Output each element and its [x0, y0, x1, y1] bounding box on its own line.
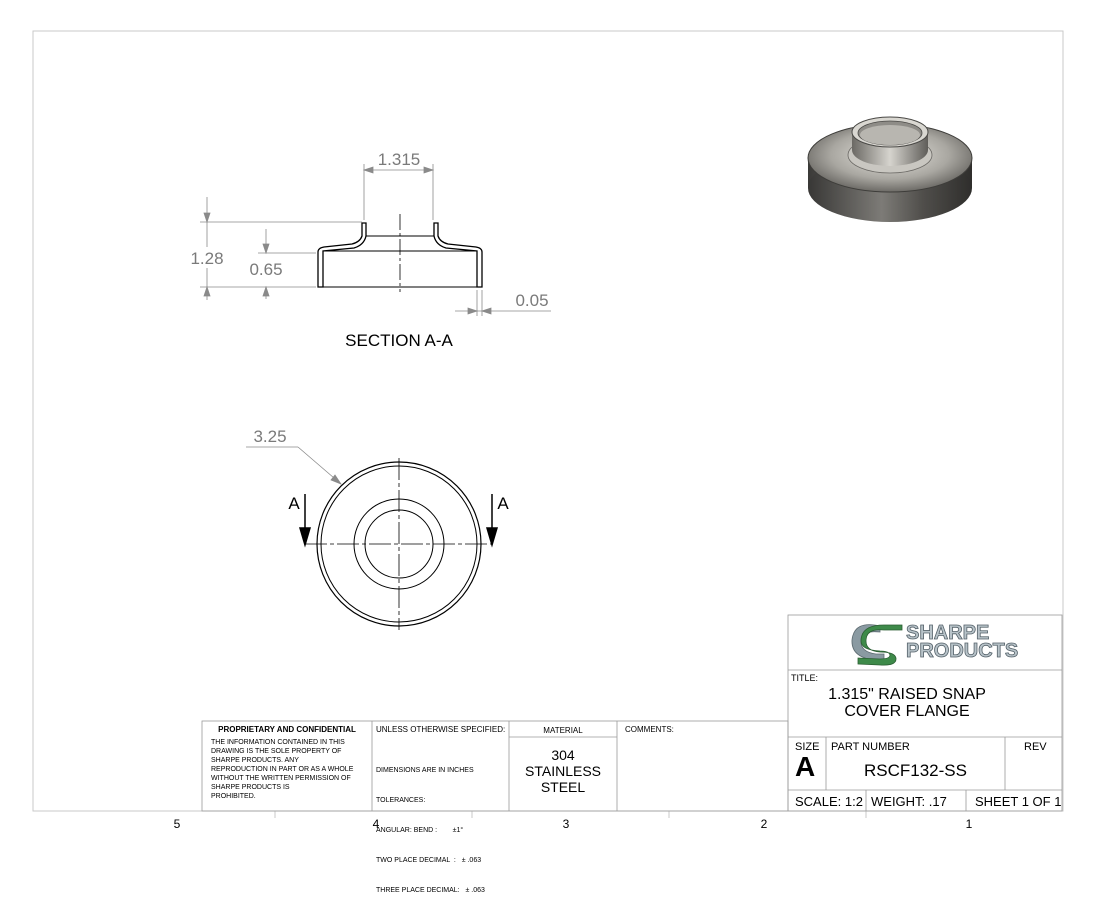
- weight-field: WEIGHT: .17: [871, 794, 947, 809]
- outer-diameter-value: 3.25: [253, 427, 287, 446]
- size-value: A: [795, 751, 816, 782]
- wall-thickness-value: 0.05: [515, 291, 549, 310]
- zone-ticks: [275, 811, 866, 818]
- material-line: 304: [551, 747, 575, 763]
- zone-number-3: 3: [562, 817, 570, 831]
- proprietary-notice: [211, 738, 371, 801]
- tolerances-block: [376, 746, 508, 906]
- comments-heading: COMMENTS:: [625, 725, 674, 734]
- section-label: SECTION A-A: [345, 331, 453, 350]
- material-line: STEEL: [540, 779, 586, 795]
- tolerance-line: TOLERANCES:: [376, 797, 426, 804]
- section-profile-left: [318, 223, 366, 287]
- isometric-render: [808, 117, 972, 222]
- sharpe-logo-emblem: [852, 625, 902, 666]
- tolerance-line: ANGULAR: BEND : ±1°: [376, 827, 464, 834]
- section-cut-arrows: [300, 494, 497, 545]
- dimension-outer-diameter: [246, 447, 341, 484]
- dimension-neck-diameter: [364, 164, 433, 220]
- base-height-value: 0.65: [249, 260, 283, 279]
- part-number: RSCF132-SS: [864, 761, 967, 780]
- title-caption: TITLE:: [791, 673, 819, 683]
- zone-number-2: 2: [760, 817, 768, 831]
- sharpe-logo: [906, 622, 1019, 662]
- rev-caption: REV: [1024, 741, 1047, 753]
- unless-specified-heading: UNLESS OTHERWISE SPECIFIED:: [376, 725, 506, 734]
- size-caption: SIZE: [795, 741, 820, 753]
- section-profile-right: [434, 223, 482, 287]
- neck-diameter-value: 1.315: [377, 150, 421, 169]
- zone-number-4: 4: [372, 817, 380, 831]
- title-line-2: COVER FLANGE: [844, 703, 970, 720]
- overall-height-value: 1.28: [190, 249, 224, 268]
- cut-label-left: A: [288, 494, 300, 513]
- proprietary-line: PROHIBITED.: [211, 793, 256, 800]
- material-line: STAINLESS: [525, 763, 601, 779]
- proprietary-line: REPRODUCTION IN PART OR AS A WHOLE: [211, 766, 354, 773]
- top-view: [246, 427, 509, 630]
- material-heading: MATERIAL: [543, 726, 583, 735]
- scale-field: SCALE: 1:2: [795, 794, 863, 809]
- proprietary-line: WITHOUT THE WRITTEN PERMISSION OF: [211, 775, 351, 782]
- proprietary-line: THE INFORMATION CONTAINED IN THIS: [211, 739, 345, 746]
- top-view-centerlines: [305, 458, 493, 630]
- zone-number-5: 5: [173, 817, 181, 831]
- tolerance-line: TWO PLACE DECIMAL : ± .063: [376, 857, 482, 864]
- proprietary-line: SHARPE PRODUCTS IS: [211, 784, 290, 791]
- proprietary-heading: PROPRIETARY AND CONFIDENTIAL: [218, 725, 356, 734]
- sheet-field: SHEET 1 OF 1: [975, 794, 1062, 809]
- logo-line-1: SHARPE: [906, 622, 990, 644]
- section-view: [190, 150, 551, 350]
- proprietary-line: DRAWING IS THE SOLE PROPERTY OF: [211, 748, 342, 755]
- tolerance-line: DIMENSIONS ARE IN INCHES: [376, 767, 474, 774]
- cut-label-right: A: [497, 494, 509, 513]
- drawing-title: [788, 686, 1026, 720]
- tolerance-line: THREE PLACE DECIMAL: ± .063: [376, 887, 485, 894]
- logo-line-2: PRODUCTS: [906, 640, 1019, 662]
- proprietary-line: SHARPE PRODUCTS. ANY: [211, 757, 299, 764]
- title-line-1: 1.315" RAISED SNAP: [828, 686, 986, 703]
- material-value: [509, 747, 617, 795]
- part-number-caption: PART NUMBER: [831, 741, 910, 753]
- zone-number-1: 1: [965, 817, 973, 831]
